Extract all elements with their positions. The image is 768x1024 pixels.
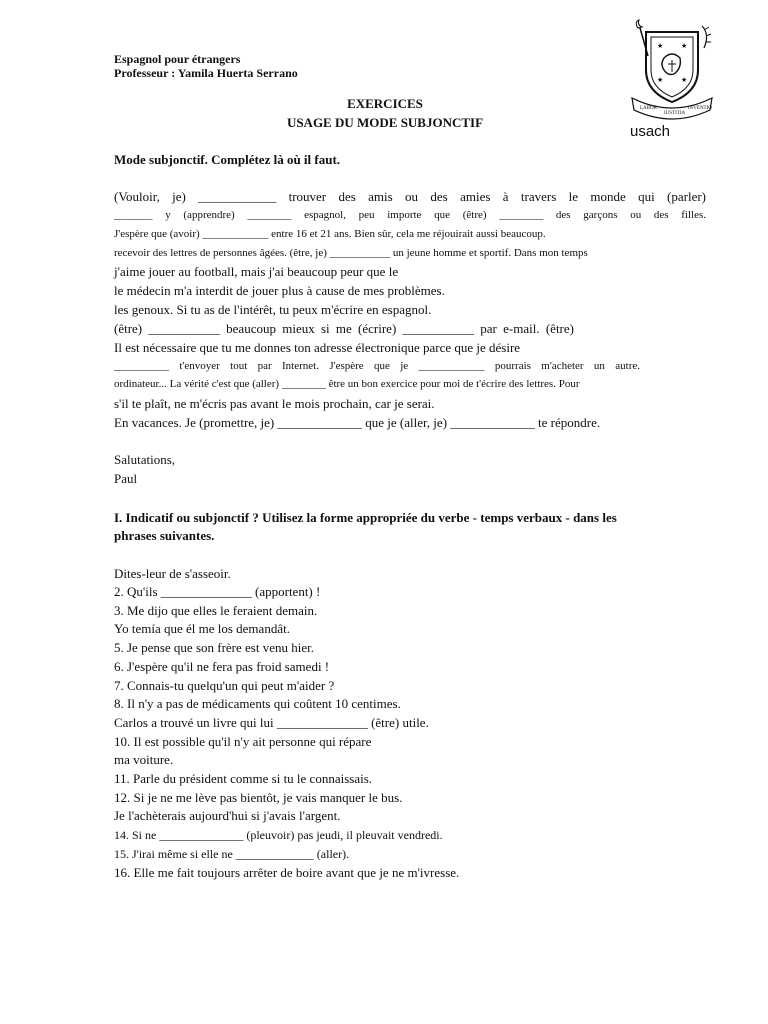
svg-text:★: ★ [681,76,688,84]
letter-line-10: __________ t'envoyer tout par Internet. J'espère que je ____________ pourrais m'acheter un autre. [114,360,640,372]
svg-text:★: ★ [657,76,664,84]
exercise-item: 14. Si ne ______________ (pleuvoir) pas jeudi, il pleuvait vendredi. [114,828,443,842]
exercise-item: 16. Elle me fait toujours arrêter de boire avant que je ne m'ivresse. [114,865,460,880]
exercise-item: Yo temía que él me los demandât. [114,621,290,636]
letter-line-7: les genoux. Si tu as de l'intérêt, tu peux m'écrire en espagnol. [114,302,432,317]
exercise-item: 8. Il n'y a pas de médicaments qui coûtent 10 centimes. [114,696,401,711]
crest-icon [624,18,720,130]
letter-line-12: s'il te plaît, ne m'écris pas avant le mois prochain, car je serai. [114,396,435,411]
exercise-item: 15. J'irai même si elle ne _____________ (aller). [114,847,350,861]
exercise-item: ma voiture. [114,752,174,767]
exercise-item: 12. Si je ne me lève pas bientôt, je vais manquer le bus. [114,790,403,805]
exercise-item: 5. Je pense que son frère est venu hier. [114,640,314,655]
exercise-item: 10. Il est possible qu'il n'y ait personne qui répare [114,734,372,749]
letter-signature: Paul [114,471,138,486]
letter-line-9: Il est nécessaire que tu me donnes ton adresse électronique parce que je désire [114,340,521,355]
section2-instruction-line2: phrases suivantes. [114,528,215,543]
course-name: Espagnol pour étrangers [114,52,241,66]
letter-line-6: le médecin m'a interdit de jouer plus à cause de mes problèmes. [114,283,445,298]
exercise-item: 3. Me dijo que elles le feraient demain. [114,603,318,618]
motto-word-2: IUSTITIA [664,111,686,116]
motto-word-3: INVENTIO [688,106,712,111]
section1-instruction: Mode subjonctif. Complétez là où il faut. [114,152,341,167]
section2-instruction-line1: I. Indicatif ou subjonctif ? Utilisez la forme appropriée du verbe - temps verbaux - dans les [114,510,617,525]
motto-word-1: LABOR [640,106,657,111]
svg-text:★: ★ [681,42,688,50]
letter-line-13: En vacances. Je (promettre, je) _____________ que je (aller, je) _____________ te répondre. [114,415,601,430]
exercise-item: Dites-leur de s'asseoir. [114,566,231,581]
letter-line-1: (Vouloir, je) ____________ trouver des amis ou des amies à travers le monde qui (parler) [114,189,706,204]
exercise-item: 6. J'espère qu'il ne fera pas froid samedi ! [114,659,330,674]
logo-caption: usach [630,123,671,140]
exercise-item: 2. Qu'ils ______________ (apportent) ! [114,584,321,599]
letter-line-8: (être) ___________ beaucoup mieux si me (écrire) ___________ par e-mail. (être) [114,321,574,336]
document-title: EXERCICES [347,96,423,111]
exercise-item: Carlos a trouvé un livre qui lui ______________ (être) utile. [114,715,429,730]
letter-line-2: _______ y (apprendre) ________ espagnol, peu importe que (être) ________ des garçons ou des filles. [114,209,706,221]
exercise-item: 11. Parle du président comme si tu le connaissais. [114,771,373,786]
svg-text:★: ★ [657,42,664,50]
document-subtitle: USAGE DU MODE SUBJONCTIF [286,115,484,130]
exercise-item: Je l'achèterais aujourd'hui si j'avais l'argent. [114,808,341,823]
exercise-item: 7. Connais-tu quelqu'un qui peut m'aider ? [114,678,335,693]
letter-line-11: ordinateur... La vérité c'est que (aller) ________ être un bon exercice pour moi de t'écrire des lettres. Pour [114,378,580,390]
letter-line-4: recevoir des lettres de personnes âgées. (être, je) ___________ un jeune homme et sportif. Dans mon temps [114,247,588,259]
professor-name: Professeur : Yamila Huerta Serrano [114,66,298,80]
letter-line-3: J'espère que (avoir) ____________ entre 16 et 21 ans. Bien sûr, cela me réjouirait aussi beaucoup. [114,228,546,240]
letter-line-5: j'aime jouer au football, mais j'ai beaucoup peur que le [114,264,399,279]
letter-closing: Salutations, [114,452,176,467]
university-crest-logo [624,18,720,130]
